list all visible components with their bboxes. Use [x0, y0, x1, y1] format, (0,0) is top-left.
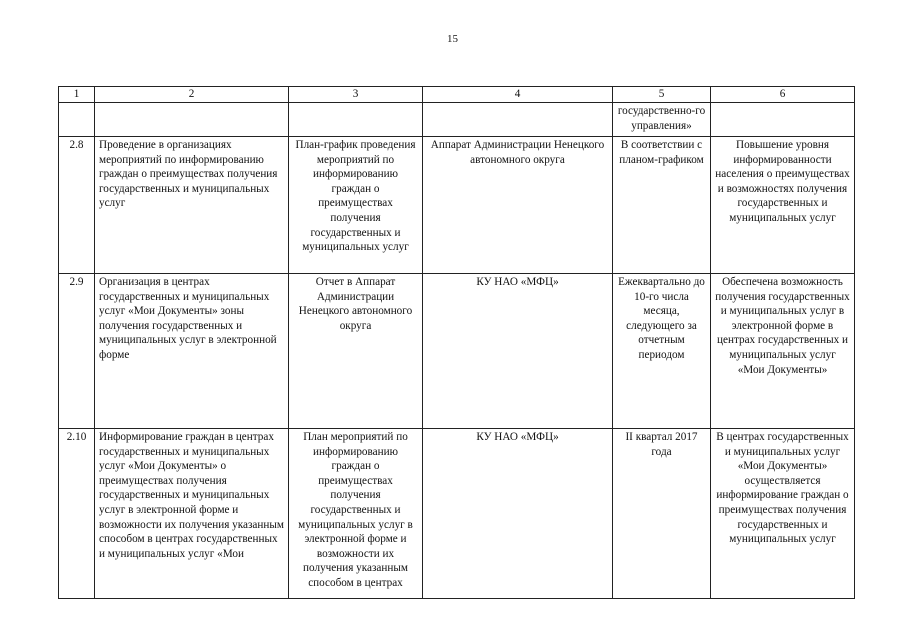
- table-header-row: [59, 87, 855, 103]
- executor-cell: [423, 103, 613, 137]
- result-cell: Повышение уровня информированности населения о преимуществах и возможностях получения государственных и муниципальных услуг: [711, 137, 855, 274]
- table-row: [59, 274, 855, 429]
- executor-cell: Аппарат Администрации Ненецкого автономного округа: [423, 137, 613, 274]
- document-cell: План мероприятий по информированию граждан о преимуществах получения государственных и муниципальных услуг в электронной форме и возможности их получения указанным способом в центрах: [289, 429, 423, 599]
- column-header: 3: [289, 87, 423, 103]
- row-number-cell: [59, 103, 95, 137]
- table-row: [59, 103, 855, 137]
- measures-table: [58, 86, 855, 599]
- term-cell: Ежеквартально до 10-го числа месяца, следующего за отчетным периодом: [613, 274, 711, 429]
- executor-cell: КУ НАО «МФЦ»: [423, 274, 613, 429]
- document-cell: План-график проведения мероприятий по информированию граждан о преимуществах получения государственных и муниципальных услуг: [289, 137, 423, 274]
- row-number-cell: 2.9: [59, 274, 95, 429]
- table-row: [59, 137, 855, 274]
- measure-cell: Проведение в организациях мероприятий по информированию граждан о преимуществах получения государственных и муниципальных услуг: [95, 137, 289, 274]
- result-cell: Обеспечена возможность получения государственных и муниципальных услуг в электронной форме в центрах государственных и муниципальных услуг «Мои Документы»: [711, 274, 855, 429]
- measure-cell: Организация в центрах государственных и муниципальных услуг «Мои Документы» зоны получения государственных и муниципальных услуг в электронной форме: [95, 274, 289, 429]
- document-cell: Отчет в Аппарат Администрации Ненецкого автономного округа: [289, 274, 423, 429]
- page-number: 15: [447, 33, 458, 45]
- row-number-cell: 2.8: [59, 137, 95, 274]
- result-cell: В центрах государственных и муниципальных услуг «Мои Документы» осуществляется информирование граждан о преимуществах получения государственных и муниципальных услуг: [711, 429, 855, 599]
- column-header: 2: [95, 87, 289, 103]
- table-row: [59, 429, 855, 599]
- measure-cell: Информирование граждан в центрах государственных и муниципальных услуг «Мои Документы» о преимуществах получения государственных и муниципальных услуг в электронной форме и возможности их получения указанным способом в центрах государственных и муниципальных услуг «Мои: [95, 429, 289, 599]
- term-cell: В соответствии с планом-графиком: [613, 137, 711, 274]
- executor-cell: КУ НАО «МФЦ»: [423, 429, 613, 599]
- document-cell: [289, 103, 423, 137]
- row-number-cell: 2.10: [59, 429, 95, 599]
- column-header: 6: [711, 87, 855, 103]
- result-cell: [711, 103, 855, 137]
- measure-cell: [95, 103, 289, 137]
- term-cell: II квартал 2017 года: [613, 429, 711, 599]
- column-header: 4: [423, 87, 613, 103]
- column-header: 1: [59, 87, 95, 103]
- term-cell: государственно-го управления»: [613, 103, 711, 137]
- column-header: 5: [613, 87, 711, 103]
